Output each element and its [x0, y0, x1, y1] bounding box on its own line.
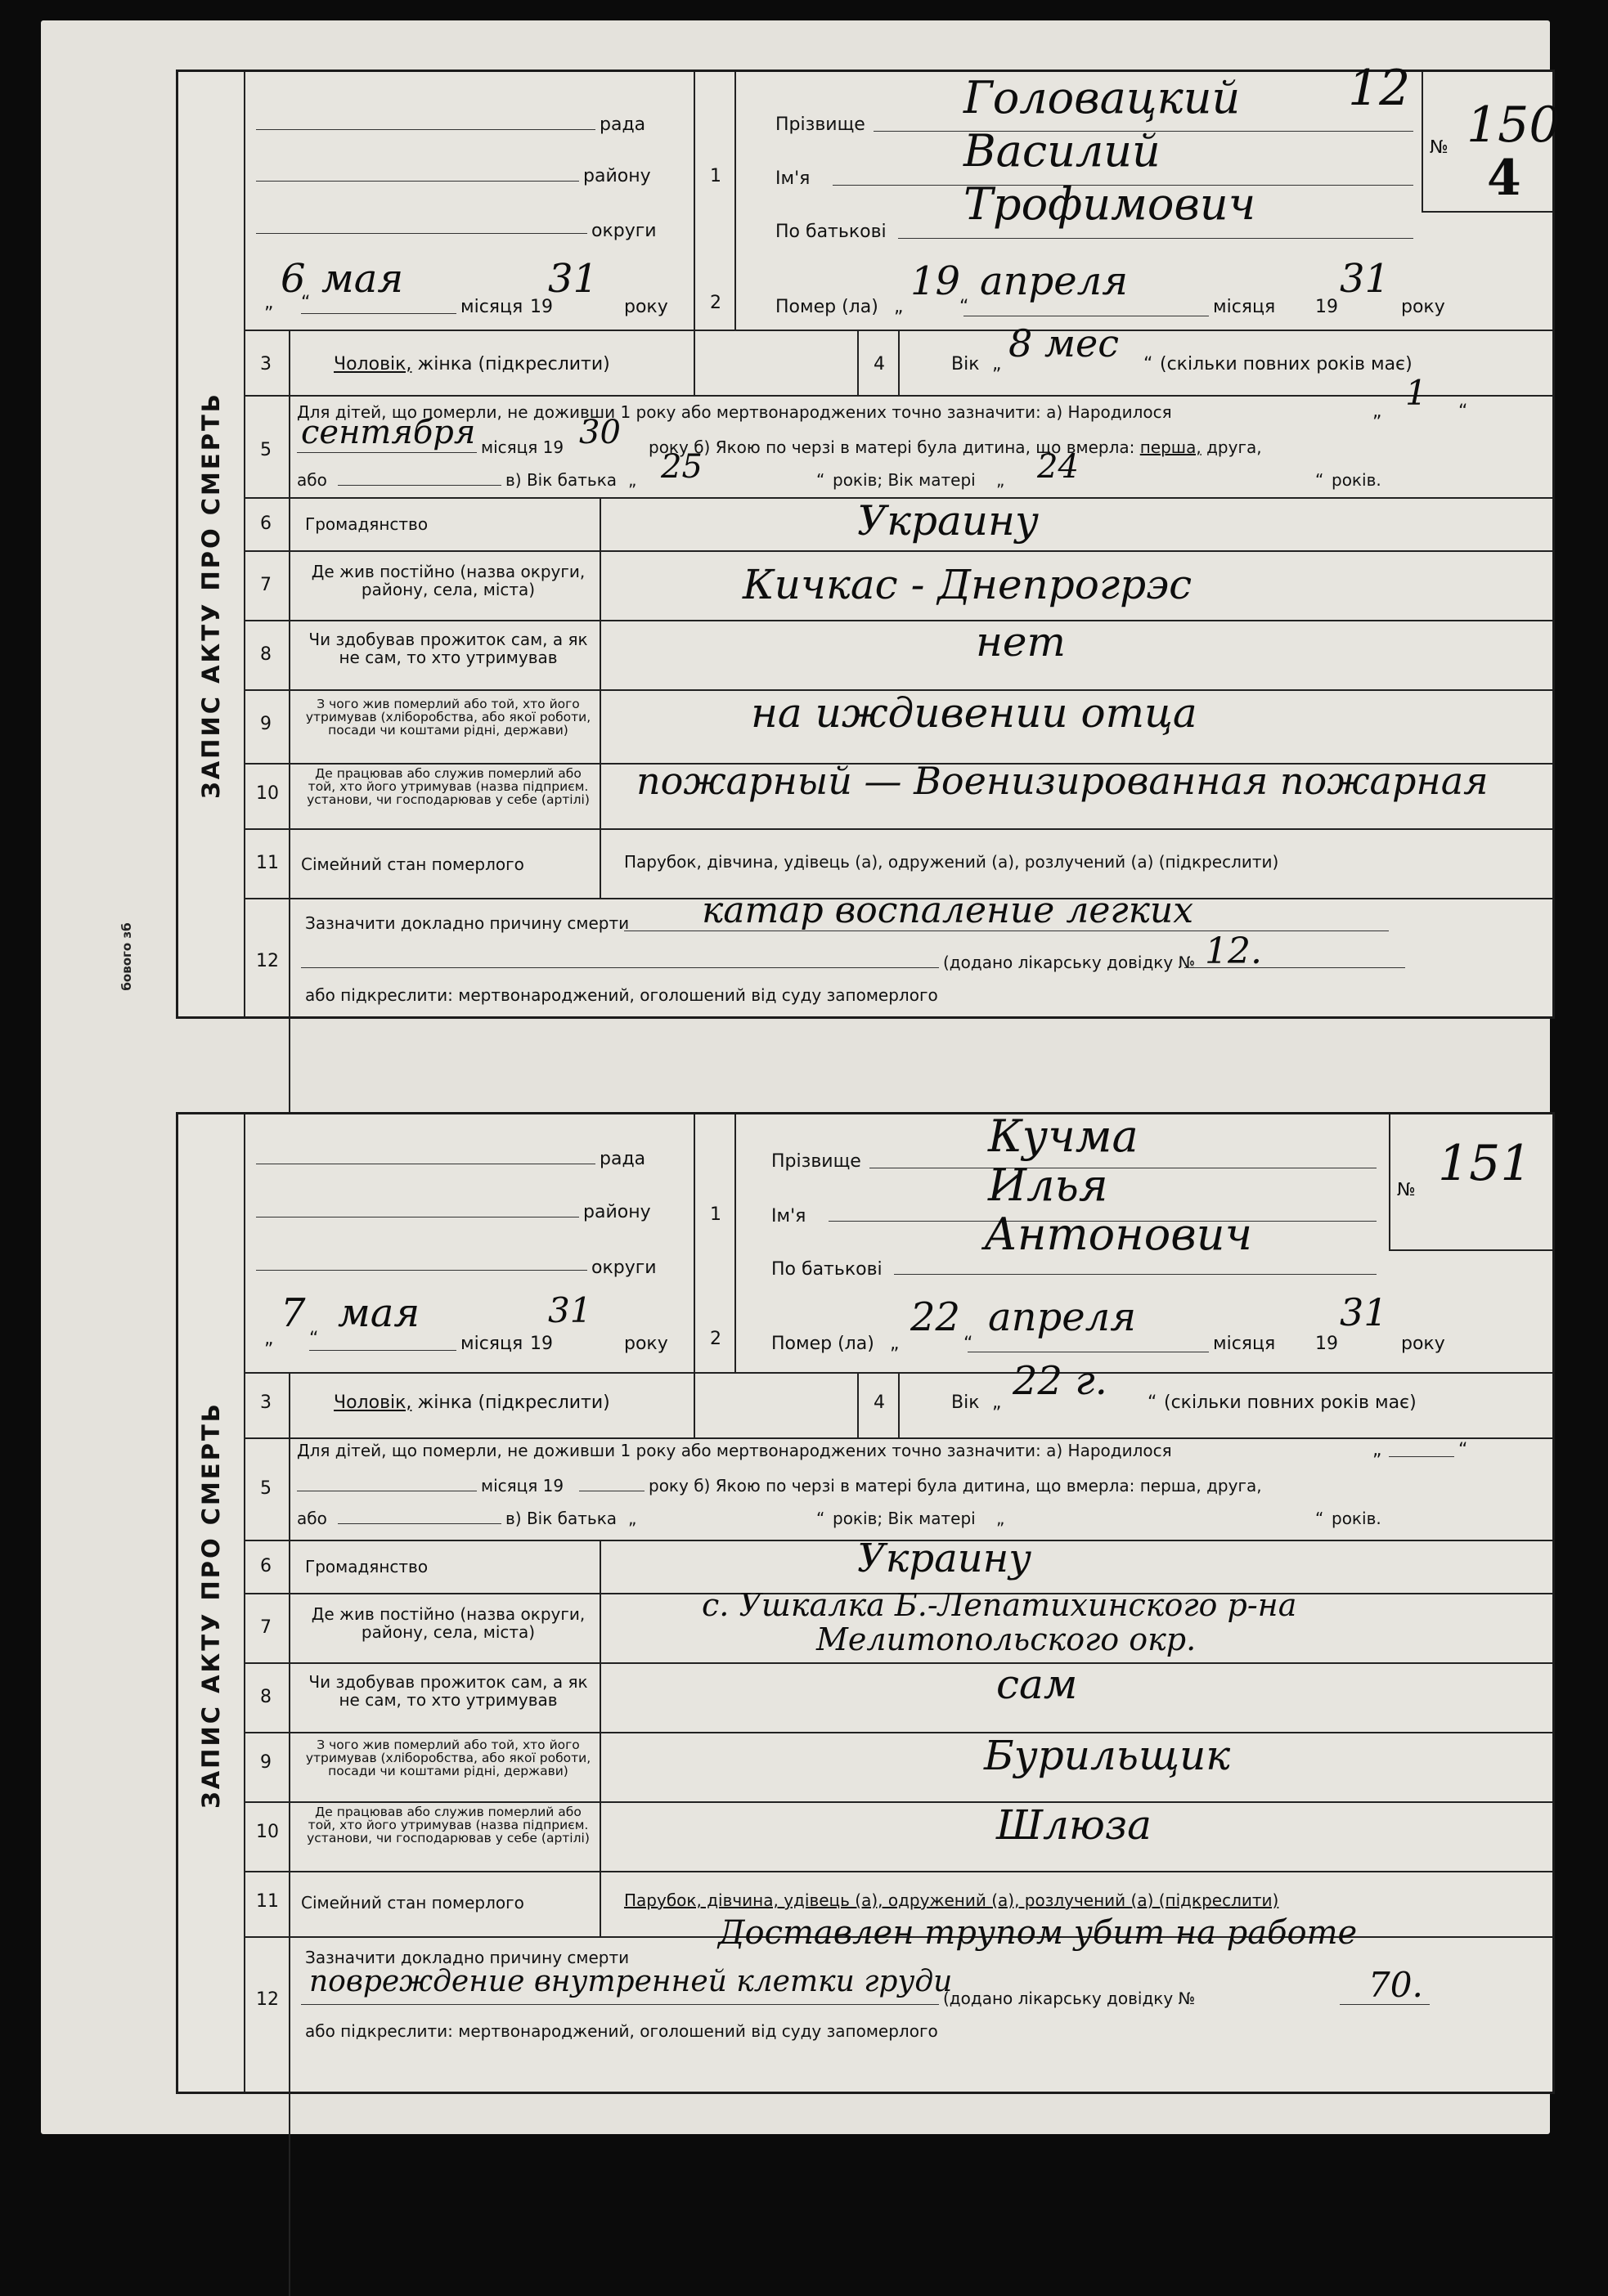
age-value: 8 мес — [1008, 321, 1120, 365]
rule-line — [256, 233, 587, 234]
row-number: 11 — [256, 853, 279, 873]
rule-line — [244, 1871, 1552, 1872]
cert-value: 12. — [1205, 931, 1262, 972]
form-label: “ — [963, 1334, 973, 1354]
form-label: З чого жив померлий або той, хто його утримував (хліборобства, або якої роботи, посади чи коштами рідні, держави) — [305, 697, 591, 738]
form-label: „ — [996, 1509, 1005, 1528]
reg-day: 7 — [281, 1290, 306, 1336]
form-label: № — [1430, 137, 1449, 158]
form-label: 19 — [530, 297, 553, 317]
handwritten-value: 30 — [579, 414, 621, 451]
rule-line — [694, 1114, 695, 1437]
form-label: року — [1401, 297, 1445, 317]
rule-line — [694, 72, 695, 395]
form-label: 19 — [1315, 1334, 1338, 1354]
form-label: Чи здобував прожиток сам, а як не сам, то хто утримував — [308, 630, 588, 667]
handwritten-value: 25 — [661, 448, 703, 486]
form-label: 19 — [1315, 297, 1338, 317]
form-label: “ — [309, 1329, 319, 1349]
row-number: 6 — [260, 513, 272, 534]
rule-line — [256, 1217, 579, 1218]
death-day: 19 — [910, 258, 961, 304]
form-label: „ — [1372, 401, 1382, 422]
rule-line — [1340, 2004, 1430, 2005]
rule-line — [244, 1801, 1552, 1803]
form-label: Чоловік, жінка (підкреслити) — [334, 354, 610, 374]
record-number: 150 — [1467, 96, 1561, 154]
cause-value: катар воспаление легких — [702, 890, 1194, 931]
rule-line — [301, 2004, 939, 2005]
rule-line — [256, 129, 595, 130]
rule-line — [1389, 1114, 1390, 1249]
form-label: Зазначити докладно причину смерти — [305, 1948, 630, 1967]
form-label: “ — [959, 297, 969, 317]
form-label: По батькові — [771, 1259, 883, 1280]
name-value: Василий — [963, 125, 1161, 177]
form-label: (скільки повних років має) — [1164, 1392, 1417, 1413]
row-number: 11 — [256, 1891, 279, 1912]
row-number: 3 — [260, 1392, 272, 1413]
form-label: Для дітей, що померли, не доживши 1 року або мертвонароджених точно зазначити: а) Народилося — [297, 402, 1172, 422]
handwritten-value: 24 — [1037, 448, 1079, 486]
row-number: 5 — [260, 440, 272, 460]
rule-line — [1389, 1249, 1552, 1251]
rule-line — [301, 313, 456, 314]
form-label: “ — [1315, 470, 1324, 490]
form-label: Де працював або служив померлий або той, хто його утримував (назва підприєм. установи, чи господарював у себе (артілі) — [307, 766, 590, 807]
residence-value-2: Мелитопольского окр. — [816, 1621, 1197, 1657]
row-number: 6 — [260, 1556, 272, 1576]
form-label: в) Вік батька — [505, 1509, 618, 1528]
form-label: року б) Якою по черзі в матері була дитина, що вмерла: перша, друга, — [649, 437, 1262, 457]
rule-line — [1422, 211, 1552, 213]
form-label: „ — [628, 1509, 637, 1528]
livelihood-value: сам — [996, 1661, 1078, 1708]
form-label: Помер (ла) — [771, 1334, 874, 1354]
row-number: 3 — [260, 354, 272, 374]
form-label: Чоловік, жінка (підкреслити) — [334, 1392, 610, 1413]
form-label: або — [297, 1509, 327, 1528]
form-label: років. — [1332, 470, 1381, 490]
rule-line — [1422, 72, 1423, 211]
row-number: 12 — [256, 1989, 279, 2010]
form-label: (додано лікарську довідку № — [943, 953, 1196, 972]
rule-line — [734, 1114, 736, 1372]
form-label: “ — [1143, 354, 1153, 374]
surname-value: Кучма — [988, 1110, 1139, 1162]
form-label: З чого жив померлий або той, хто його утримував (хліборобства, або якої роботи, посади чи коштами рідні, держави) — [305, 1738, 591, 1778]
form-label: „ — [890, 1334, 900, 1354]
rule-line — [244, 550, 1552, 552]
rule-line — [256, 181, 579, 182]
age-value: 22 г. — [1013, 1358, 1107, 1404]
rule-line — [898, 1372, 900, 1437]
row-number: 4 — [874, 354, 885, 374]
form-label: „ — [1372, 1440, 1382, 1460]
form-label: „ — [992, 354, 1002, 374]
workplace-value: пожарный — Военизированная пожарная — [636, 759, 1489, 803]
row-number: 10 — [256, 1822, 279, 1842]
form-label: Чи здобував прожиток сам, а як не сам, то хто утримував — [308, 1672, 588, 1710]
form-label: місяця — [460, 297, 523, 317]
rule-line — [600, 1540, 601, 1936]
rule-line — [244, 1437, 1552, 1439]
surname-value: Головацкий — [963, 72, 1241, 123]
rule-line — [857, 1372, 859, 1437]
form-label: району — [583, 166, 651, 186]
rule-line — [244, 1114, 245, 2092]
form-label: Вік — [951, 354, 980, 374]
rule-line — [289, 1372, 290, 2296]
rule-line — [338, 1523, 501, 1524]
form-label: району — [583, 1202, 651, 1222]
form-label: в) Вік батька — [505, 470, 618, 490]
source-value: Бурильщик — [984, 1732, 1231, 1779]
form-label: округи — [591, 221, 657, 241]
form-label: Помер (ла) — [775, 297, 878, 317]
workplace-value: Шлюза — [996, 1801, 1152, 1849]
rule-line — [244, 828, 1552, 830]
row-number: 5 — [260, 1478, 272, 1499]
rule-line — [297, 452, 477, 453]
reg-month: мая — [321, 256, 404, 302]
rule-line — [244, 1732, 1552, 1733]
form-label: року — [1401, 1334, 1445, 1354]
row-number: 12 — [256, 951, 279, 971]
reg-day: 6 — [281, 256, 306, 302]
row-number: 2 — [710, 293, 721, 313]
form-label: або підкреслити: мертвонароджений, оголошений від суду запомерлого — [305, 2021, 938, 2041]
form-label: Ім'я — [775, 168, 811, 189]
rule-line — [857, 330, 859, 395]
rule-line — [309, 1350, 456, 1351]
form-label: Де жив постійно (назва округи, району, села, міста) — [311, 562, 586, 599]
row-number: 2 — [710, 1329, 721, 1349]
form-label: Парубок, дівчина, удівець (а), одружений (а), розлучений (а) (підкреслити) — [624, 1890, 1279, 1910]
form-label: Прізвище — [775, 114, 865, 135]
form-label: Де працював або служив померлий або той, хто його утримував (назва підприєм. установи, чи господарював у себе (артілі) — [307, 1805, 590, 1845]
residence-value: с. Ушкалка Б.-Лепатихинского р-на — [702, 1587, 1297, 1623]
form-label: “ — [1458, 1440, 1468, 1460]
form-label: “ — [1458, 401, 1468, 422]
record-number: 151 — [1438, 1135, 1532, 1192]
form-label: Сімейний стан померлого — [301, 1893, 524, 1913]
form-label: Вік — [951, 1392, 980, 1413]
row-number: 9 — [260, 714, 272, 734]
rule-line — [244, 620, 1552, 621]
patronymic-value: Антонович — [984, 1209, 1253, 1260]
record-side-title: ЗАПИС АКТУ ПРО СМЕРТЬ — [197, 392, 225, 799]
cause-value-2: повреждение внутренней клетки груди — [309, 1965, 953, 1998]
form-label: (скільки повних років має) — [1160, 354, 1413, 374]
form-label: „ — [264, 293, 274, 313]
cert-value: 70. — [1368, 1965, 1423, 2005]
form-label: року б) Якою по черзі в матері була дитина, що вмерла: перша, друга, — [649, 1476, 1262, 1496]
form-label: року — [624, 1334, 668, 1354]
handwritten-value: 1 — [1405, 373, 1427, 413]
form-label: Зазначити докладно причину смерти — [305, 913, 630, 933]
form-label: округи — [591, 1258, 657, 1278]
name-value: Илья — [988, 1159, 1108, 1211]
death-year: 31 — [1340, 1290, 1388, 1334]
row-number: 8 — [260, 644, 272, 665]
form-label: Прізвище — [771, 1151, 861, 1172]
form-label: “ — [1315, 1509, 1324, 1528]
form-label: 19 — [530, 1334, 553, 1354]
form-label: „ — [264, 1329, 274, 1349]
citizenship-value: Украину — [857, 1536, 1032, 1581]
form-label: Де жив постійно (назва округи, району, села, міста) — [311, 1604, 586, 1642]
death-year: 31 — [1340, 256, 1390, 302]
form-label: По батькові — [775, 222, 887, 242]
rule-line — [244, 1662, 1552, 1664]
residence-value: Кичкас - Днепрогрэс — [743, 561, 1193, 608]
form-label: рада — [600, 1149, 646, 1169]
form-label: або — [297, 470, 327, 490]
form-label: Громадянство — [305, 1557, 429, 1576]
form-label: Для дітей, що померли, не доживши 1 року або мертвонароджених точно зазначити: а) Народилося — [297, 1441, 1172, 1460]
death-record-1 — [176, 60, 1561, 1019]
form-label: місяця — [460, 1334, 523, 1354]
patronymic-value: Трофимович — [963, 178, 1256, 230]
rule-line — [244, 395, 1552, 397]
row-number: 1 — [710, 1204, 721, 1225]
form-label: (додано лікарську довідку № — [943, 1989, 1196, 2008]
form-label: років. — [1332, 1509, 1381, 1528]
form-label: місяця 19 — [481, 437, 564, 457]
form-label: Сімейний стан померлого — [301, 854, 524, 874]
handwritten-value: сентября — [301, 414, 476, 451]
form-label: років; Вік матері — [833, 470, 976, 490]
form-label: „ — [894, 297, 904, 317]
row-number: 4 — [874, 1392, 885, 1413]
rule-line — [301, 967, 939, 968]
rule-line — [734, 72, 736, 330]
form-label: № — [1397, 1180, 1416, 1200]
form-label: “ — [816, 1509, 825, 1528]
record-side-title: ЗАПИС АКТУ ПРО СМЕРТЬ — [197, 1401, 225, 1809]
death-record-2 — [176, 1112, 1555, 2094]
form-label: Громадянство — [305, 514, 429, 534]
form-label: рада — [600, 114, 646, 135]
row-number: 7 — [260, 575, 272, 595]
form-label: „ — [996, 470, 1005, 490]
cause-value: Доставлен трупом убит на работе — [718, 1914, 1358, 1952]
reg-year: 31 — [548, 256, 599, 302]
reg-year: 31 — [548, 1290, 592, 1330]
rule-line — [1389, 1456, 1454, 1457]
form-label: років; Вік матері — [833, 1509, 976, 1528]
form-label: Парубок, дівчина, удівець (а), одружений (а), розлучений (а) (підкреслити) — [624, 852, 1279, 872]
source-value: на иждивении отца — [751, 689, 1197, 737]
rule-line — [338, 485, 501, 486]
form-label: „ — [992, 1392, 1002, 1413]
record-number-mark: 4 — [1487, 150, 1521, 207]
rule-line — [1184, 967, 1405, 968]
row-number: 10 — [256, 783, 279, 804]
form-label: “ — [1148, 1392, 1157, 1413]
row-number: 7 — [260, 1617, 272, 1638]
death-month: апреля — [980, 258, 1129, 304]
form-label: “ — [816, 470, 825, 490]
reg-month: мая — [338, 1290, 420, 1336]
livelihood-value: нет — [976, 618, 1066, 666]
death-day: 22 — [910, 1294, 961, 1340]
form-label: місяця — [1213, 297, 1276, 317]
margin-mark: 12 — [1348, 60, 1411, 117]
form-label: року — [624, 297, 668, 317]
rule-line — [256, 1270, 587, 1271]
citizenship-value: Украину — [857, 497, 1039, 545]
form-label: „ — [628, 470, 637, 490]
row-number: 9 — [260, 1752, 272, 1773]
death-month: апреля — [988, 1294, 1137, 1340]
form-label: Ім'я — [771, 1206, 806, 1226]
form-label: місяця 19 — [481, 1476, 564, 1496]
rule-line — [289, 330, 290, 1237]
form-label: “ — [301, 293, 311, 313]
rule-line — [894, 1274, 1377, 1275]
rule-line — [244, 72, 245, 1016]
form-label: місяця — [1213, 1334, 1276, 1354]
rule-line — [600, 497, 601, 898]
rule-line — [898, 238, 1413, 239]
row-number: 1 — [710, 166, 721, 186]
rule-line — [898, 330, 900, 395]
row-number: 8 — [260, 1687, 272, 1707]
form-label: або підкреслити: мертвонароджений, оголошений від суду запомерлого — [305, 985, 938, 1005]
